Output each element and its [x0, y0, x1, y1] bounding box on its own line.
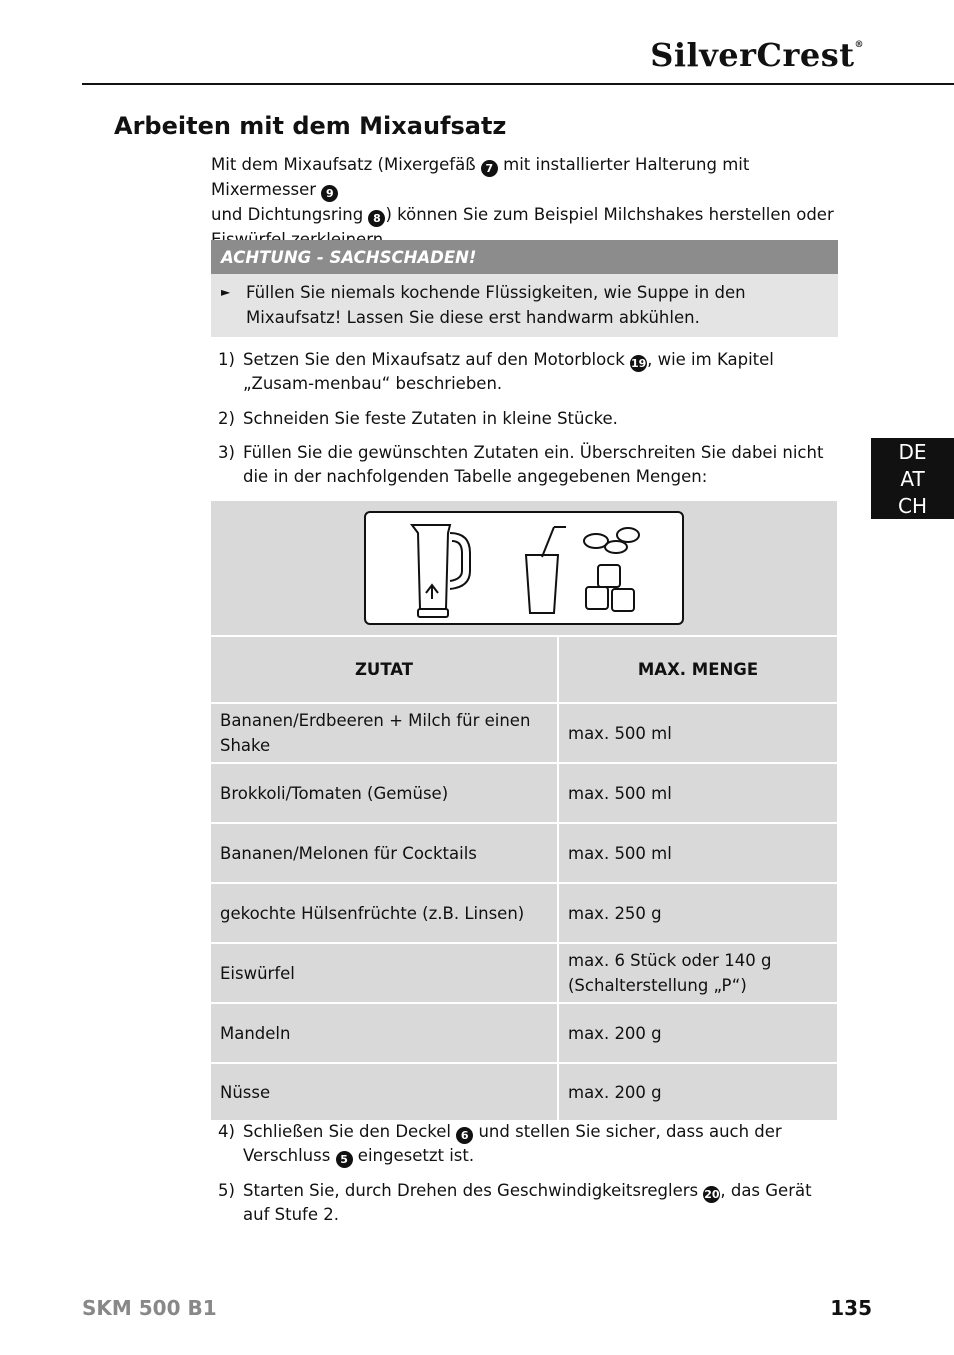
warning-title: ACHTUNG - SACHSCHADEN!	[211, 240, 838, 274]
language-tab: DE AT CH	[871, 438, 954, 519]
table-row: Eiswürfel max. 6 Stück oder 140 g (Schalterstellung „P“)	[211, 944, 837, 1004]
table-illustration-row	[211, 501, 837, 637]
step-item: 2) Schneiden Sie feste Zutaten in kleine Stücke.	[218, 409, 618, 428]
warning-box	[211, 240, 838, 337]
table-header-row	[211, 637, 837, 704]
step-item: 5) Starten Sie, durch Drehen des Geschwindigkeitsreglers 20, das Gerät auf Stufe 2.	[218, 1181, 812, 1224]
ref-badge: 19	[630, 357, 647, 370]
ref-badge: 7	[481, 160, 498, 177]
header-rule	[82, 83, 954, 85]
bullet-arrow-icon: ►	[221, 285, 231, 299]
brand-logo: SilverCrest®	[650, 36, 864, 74]
page-title: Arbeiten mit dem Mixaufsatz	[114, 112, 507, 140]
ref-badge: 9	[321, 185, 338, 202]
ingredients-illustration	[364, 511, 684, 625]
table-row: Nüsse max. 200 g	[211, 1064, 837, 1120]
table-row: Bananen/Erdbeeren + Milch für einen Shake max. 500 ml	[211, 704, 837, 764]
column-header-ingredient: ZUTAT	[211, 637, 559, 702]
blender-and-ingredients-illustration	[366, 513, 682, 623]
page-number: 135	[830, 1296, 872, 1320]
quantity-table	[211, 501, 837, 1120]
table-row: Brokkoli/Tomaten (Gemüse) max. 500 ml	[211, 764, 837, 824]
ref-badge: 8	[368, 210, 385, 227]
intro-paragraph: Mit dem Mixaufsatz (Mixergefäß 7 mit installierter Halterung mit Mixermesser 9 und Dichtungsring 8 ) können Sie zum Beispiel Milchshakes herstellen oder	[211, 155, 834, 225]
ref-badge: 5	[336, 1151, 353, 1168]
table-row: Mandeln max. 200 g	[211, 1004, 837, 1064]
warning-body: ► Füllen Sie niemals kochende Flüssigkeiten, wie Suppe in den Mixaufsatz! Lassen Sie diese erst handwarm abkühlen.	[211, 274, 838, 337]
footer-model: SKM 500 B1	[82, 1296, 217, 1320]
step-item: 1) Setzen Sie den Mixaufsatz auf den Motorblock 19, wie im Kapitel „Zusam-menbau“ beschrieben.	[218, 350, 774, 393]
ref-badge: 6	[456, 1127, 473, 1144]
step-item: 4) Schließen Sie den Deckel 6 und stellen Sie sicher, dass auch der Verschluss 5 eingesetzt ist.	[218, 1122, 782, 1166]
column-header-quantity: MAX. MENGE	[559, 637, 837, 702]
table-row: gekochte Hülsenfrüchte (z.B. Linsen) max. 250 g	[211, 884, 837, 944]
step-item: 3) Füllen Sie die gewünschten Zutaten ein. Überschreiten Sie dabei nicht die in der nachfolgenden Tabelle angegebenen Mengen:	[218, 443, 824, 486]
table-row: Bananen/Melonen für Cocktails max. 500 ml	[211, 824, 837, 884]
ref-badge: 20	[704, 1188, 720, 1201]
